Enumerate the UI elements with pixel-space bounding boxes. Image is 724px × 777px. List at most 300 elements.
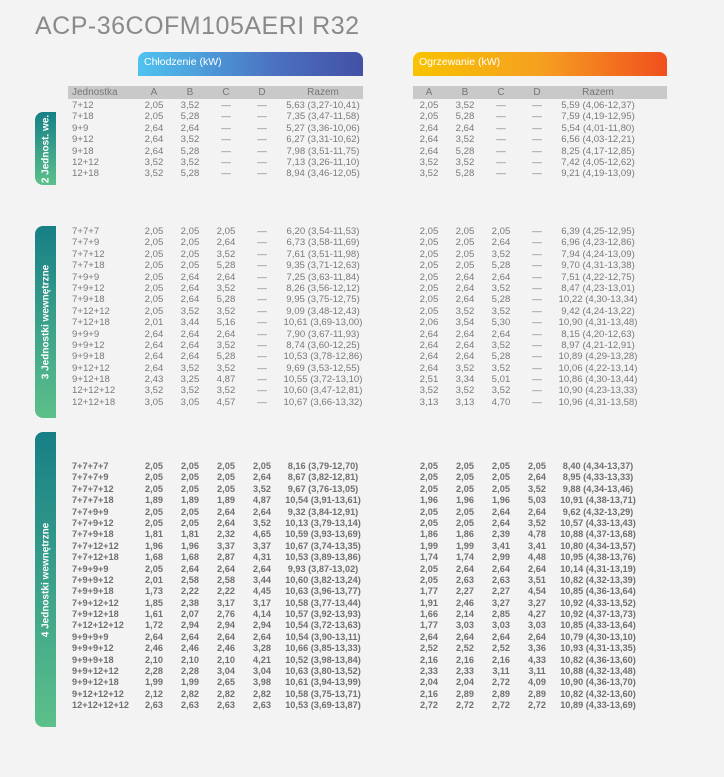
heating-column-header — [413, 86, 667, 99]
heating-c: 3,41 — [492, 540, 510, 551]
cooling-d: — — [257, 305, 267, 317]
heating-c: 2,89 — [492, 688, 510, 699]
cooling-a: 2,01 — [144, 317, 164, 329]
cooling-b: 2,05 — [181, 461, 199, 471]
unit-combination: 7+9+9 — [72, 271, 100, 283]
heating-total: 10,92 (4,33-13,52) — [560, 597, 636, 608]
cooling-a: 2,05 — [144, 248, 164, 260]
cooling-b: 2,64 — [180, 351, 200, 363]
unit-combination: 7+9+9+12 — [72, 574, 114, 585]
table-row — [0, 643, 724, 654]
cooling-d: 4,87 — [253, 495, 271, 506]
heating-a: 3,13 — [419, 396, 439, 408]
heating-d: — — [532, 317, 542, 329]
col-a: A — [425, 87, 433, 98]
heating-c: 2,64 — [492, 517, 510, 528]
cooling-a: 2,05 — [145, 517, 163, 528]
table-row — [0, 575, 724, 586]
heating-c: — — [496, 134, 506, 146]
heating-b: 2,05 — [455, 248, 475, 260]
cooling-total: 10,67 (3,66-13,32) — [283, 396, 363, 408]
cooling-d: — — [257, 328, 267, 340]
heating-b: 2,64 — [455, 351, 475, 363]
cooling-b: 1,81 — [181, 529, 199, 540]
heating-b: 2,64 — [456, 563, 474, 574]
cooling-a: 2,05 — [144, 237, 164, 249]
cooling-a: 1,89 — [145, 495, 163, 506]
cooling-d: — — [257, 156, 267, 168]
col-d: D — [258, 87, 266, 98]
table-row — [0, 294, 724, 305]
heating-d: 2,05 — [528, 461, 546, 471]
heating-total: 10,22 (4,30-13,34) — [558, 294, 638, 306]
cooling-a: 2,64 — [144, 351, 164, 363]
heating-d: 4,48 — [528, 552, 546, 563]
heating-d: 4,33 — [528, 654, 546, 665]
cooling-c: — — [221, 122, 231, 134]
cooling-b: 5,28 — [180, 111, 200, 123]
col-total: Razem — [582, 87, 614, 98]
heating-d: 3,52 — [528, 483, 546, 494]
cooling-b: 2,94 — [181, 620, 199, 631]
heating-a: 1,66 — [420, 609, 438, 620]
cooling-c: 5,28 — [216, 294, 236, 306]
cooling-b: 3,52 — [180, 134, 200, 146]
unit-combination: 7+7+12+18 — [72, 552, 119, 563]
table-row — [0, 484, 724, 495]
heating-a: 2,05 — [420, 483, 438, 494]
table-row — [0, 111, 724, 122]
heating-d: — — [532, 226, 542, 237]
cooling-a: 3,52 — [144, 385, 164, 397]
table-row — [0, 689, 724, 700]
table-row — [0, 226, 724, 237]
heating-b: 5,28 — [455, 168, 475, 180]
cooling-c: — — [221, 168, 231, 180]
unit-combination: 7+7+7+12 — [72, 483, 114, 494]
heating-d: 5,03 — [528, 495, 546, 506]
cooling-b: 2,64 — [180, 294, 200, 306]
heating-c: 3,27 — [492, 597, 510, 608]
heating-header: Ogrzewanie (kW) — [413, 52, 667, 76]
heating-d: — — [532, 248, 542, 260]
cooling-total: 7,35 (3,47-11,58) — [286, 111, 360, 123]
unit-combination: 9+9+9+9 — [72, 631, 109, 642]
unit-combination: 12+12+12+12 — [72, 700, 129, 711]
heating-c: 2,05 — [492, 472, 510, 483]
cooling-c: 4,57 — [216, 396, 236, 408]
unit-combination: 7+7+9 — [72, 237, 100, 249]
cooling-c: 2,64 — [217, 506, 235, 517]
table-row — [0, 146, 724, 157]
cooling-d: 2,64 — [253, 631, 271, 642]
cooling-b: 2,63 — [181, 700, 199, 711]
heating-d: 4,09 — [528, 677, 546, 688]
heating-total: 10,90 (4,36-13,70) — [560, 677, 636, 688]
heating-total: 5,54 (4,01-11,80) — [561, 122, 635, 134]
cooling-c: 2,64 — [217, 563, 235, 574]
heating-b: 2,63 — [456, 574, 474, 585]
heating-total: 8,25 (4,17-12,85) — [561, 145, 635, 157]
cooling-total: 9,95 (3,75-12,75) — [286, 294, 360, 306]
cooling-b: 3,52 — [180, 385, 200, 397]
cooling-a: 1,81 — [145, 529, 163, 540]
unit-combination: 9+9+9+18 — [72, 654, 114, 665]
cooling-c: 2,58 — [217, 574, 235, 585]
col-b: B — [186, 87, 194, 98]
heating-c: 2,72 — [492, 700, 510, 711]
cooling-c: 5,28 — [216, 260, 236, 272]
cooling-b: 2,22 — [181, 586, 199, 597]
heating-total: 8,95 (4,33-13,33) — [562, 472, 634, 483]
cooling-b: 2,64 — [181, 563, 199, 574]
cooling-c: 2,10 — [217, 654, 235, 665]
cooling-total: 10,53 (3,69-13,87) — [285, 700, 361, 711]
cooling-d: — — [257, 226, 267, 237]
heating-d: — — [532, 145, 542, 157]
heating-b: 2,64 — [456, 631, 474, 642]
heating-c: 2,99 — [492, 552, 510, 563]
cooling-column-header — [68, 86, 363, 99]
col-b: B — [461, 87, 469, 98]
cooling-total: 10,60 (3,47-12,81) — [283, 385, 363, 397]
heating-c: 3,52 — [491, 339, 511, 351]
unit-combination: 9+12+12 — [72, 362, 110, 374]
cooling-d: — — [257, 339, 267, 351]
cooling-d: — — [257, 145, 267, 157]
page-title: ACP-36COFM105AERI R32 — [35, 12, 360, 40]
cooling-d: 4,14 — [253, 609, 271, 620]
table-row — [0, 385, 724, 396]
heating-d: 2,64 — [528, 563, 546, 574]
cooling-c: 3,52 — [216, 362, 236, 374]
cooling-b: 5,28 — [180, 168, 200, 180]
cooling-b: 2,64 — [180, 339, 200, 351]
cooling-c: 3,52 — [216, 339, 236, 351]
cooling-c: 3,17 — [217, 597, 235, 608]
cooling-b: 2,58 — [181, 574, 199, 585]
table-row — [0, 329, 724, 340]
heating-b: 3,52 — [455, 305, 475, 317]
heating-d: — — [532, 271, 542, 283]
cooling-a: 2,05 — [144, 271, 164, 283]
heating-d: 2,72 — [528, 700, 546, 711]
heating-total: 9,21 (4,19-13,09) — [561, 168, 635, 180]
cooling-c: 2,05 — [216, 226, 236, 237]
cooling-total: 10,55 (3,72-13,10) — [283, 374, 363, 386]
cooling-total: 8,67 (3,82-12,81) — [287, 472, 359, 483]
unit-combination: 7+12 — [72, 100, 94, 111]
cooling-b: 2,05 — [180, 237, 200, 249]
cooling-a: 2,05 — [144, 226, 164, 237]
unit-combination: 7+9+9+18 — [72, 586, 114, 597]
heating-c: 3,52 — [491, 305, 511, 317]
heating-c: 3,52 — [491, 248, 511, 260]
unit-combination: 7+7+9+18 — [72, 529, 114, 540]
cooling-b: 2,07 — [181, 609, 199, 620]
table-row — [0, 586, 724, 597]
heating-a: 1,77 — [420, 586, 438, 597]
cooling-a: 1,73 — [145, 586, 163, 597]
heating-a: 2,05 — [419, 237, 439, 249]
heating-b: 2,64 — [455, 122, 475, 134]
heating-c: 5,01 — [491, 374, 511, 386]
heating-a: 2,05 — [419, 305, 439, 317]
cooling-b: 2,05 — [181, 483, 199, 494]
cooling-d: 2,63 — [253, 700, 271, 711]
cooling-a: 2,05 — [144, 305, 164, 317]
heating-c: — — [496, 100, 506, 111]
cooling-b: 3,52 — [180, 156, 200, 168]
cooling-total: 7,61 (3,51-11,98) — [286, 248, 360, 260]
cooling-c: 2,63 — [217, 700, 235, 711]
table-row — [0, 157, 724, 168]
heating-a: 3,52 — [419, 168, 439, 180]
heating-d: — — [532, 282, 542, 294]
section-3-units — [0, 226, 724, 408]
heating-d: 4,78 — [528, 529, 546, 540]
heating-c: 2,05 — [492, 461, 510, 471]
table-row — [0, 472, 724, 483]
heating-total: 7,59 (4,19-12,95) — [561, 111, 635, 123]
unit-combination: 9+9+12 — [72, 339, 105, 351]
cooling-b: 2,05 — [181, 472, 199, 483]
heating-b: 2,16 — [456, 654, 474, 665]
heating-d: 2,89 — [528, 688, 546, 699]
unit-combination: 7+9+18 — [72, 294, 105, 306]
cooling-d: — — [257, 282, 267, 294]
heating-b: 3,52 — [455, 156, 475, 168]
table-row — [0, 564, 724, 575]
cooling-b: 2,46 — [181, 643, 199, 654]
cooling-total: 9,35 (3,71-12,63) — [286, 260, 360, 272]
cooling-d: — — [257, 385, 267, 397]
heating-c: 2,63 — [492, 574, 510, 585]
cooling-b: 2,38 — [181, 597, 199, 608]
heating-total: 6,56 (4,03-12,21) — [561, 134, 635, 146]
cooling-c: 2,94 — [217, 620, 235, 631]
heating-total: 10,82 (4,32-13,60) — [560, 688, 636, 699]
unit-combination: 7+7+12 — [72, 248, 105, 260]
heating-a: 2,05 — [419, 226, 439, 237]
cooling-c: 3,37 — [217, 540, 235, 551]
heating-c: 3,52 — [491, 282, 511, 294]
cooling-a: 2,64 — [144, 134, 164, 146]
cooling-b: 3,44 — [180, 317, 200, 329]
cooling-a: 2,01 — [145, 574, 163, 585]
heating-a: 2,04 — [420, 677, 438, 688]
heating-c: — — [496, 122, 506, 134]
cooling-c: 3,52 — [216, 282, 236, 294]
heating-c: 2,72 — [492, 677, 510, 688]
heating-d: 2,64 — [528, 472, 546, 483]
unit-combination: 7+12+18 — [72, 317, 110, 329]
unit-combination: 7+7+7 — [72, 226, 100, 237]
cooling-a: 3,52 — [144, 168, 164, 180]
heating-c: 2,05 — [491, 226, 511, 237]
heating-a: 2,72 — [420, 700, 438, 711]
section-2-units — [0, 100, 724, 183]
table-row — [0, 340, 724, 351]
cooling-b: 1,89 — [181, 495, 199, 506]
cooling-d: 4,31 — [253, 552, 271, 563]
cooling-total: 9,69 (3,53-12,55) — [286, 362, 360, 374]
table-row — [0, 541, 724, 552]
cooling-header: Chłodzenie (kW) — [138, 52, 363, 76]
heating-d: — — [532, 111, 542, 123]
cooling-total: 10,61 (3,69-13,00) — [283, 317, 363, 329]
heating-total: 10,80 (4,34-13,57) — [560, 540, 636, 551]
cooling-total: 10,57 (3,92-13,93) — [285, 609, 361, 620]
cooling-c: — — [221, 156, 231, 168]
heating-a: 1,77 — [420, 620, 438, 631]
heating-a: 2,51 — [419, 374, 439, 386]
heating-d: — — [532, 168, 542, 180]
heating-b: 1,99 — [456, 540, 474, 551]
cooling-d: — — [257, 100, 267, 111]
heating-d: 4,54 — [528, 586, 546, 597]
heating-d: — — [532, 134, 542, 146]
cooling-d: — — [257, 271, 267, 283]
heating-a: 2,64 — [419, 328, 439, 340]
cooling-c: 2,64 — [216, 237, 236, 249]
heating-c: — — [496, 156, 506, 168]
unit-combination: 7+7+7+7 — [72, 461, 109, 471]
heating-b: 2,05 — [456, 483, 474, 494]
table-row — [0, 397, 724, 408]
cooling-total: 7,90 (3,67-11,93) — [286, 328, 360, 340]
cooling-a: 1,72 — [145, 620, 163, 631]
cooling-b: 2,64 — [180, 282, 200, 294]
unit-combination: 7+7+9+9 — [72, 506, 109, 517]
unit-combination: 9+12+18 — [72, 374, 110, 386]
cooling-d: — — [257, 111, 267, 123]
table-row — [0, 249, 724, 260]
heating-c: 2,85 — [492, 609, 510, 620]
cooling-d: 2,64 — [253, 563, 271, 574]
cooling-c: 2,32 — [217, 529, 235, 540]
cooling-d: 3,52 — [253, 483, 271, 494]
heating-a: 2,05 — [419, 248, 439, 260]
heating-b: 2,27 — [456, 586, 474, 597]
cooling-total: 10,52 (3,98-13,84) — [285, 654, 361, 665]
heating-b: 3,52 — [455, 385, 475, 397]
heating-total: 10,90 (4,23-13,33) — [558, 385, 638, 397]
heating-total: 10,82 (4,32-13,39) — [560, 574, 636, 585]
unit-combination: 9+9+9+12 — [72, 643, 114, 654]
cooling-total: 8,26 (3,56-12,12) — [286, 282, 360, 294]
cooling-c: — — [221, 111, 231, 123]
heating-d: — — [532, 328, 542, 340]
cooling-a: 2,64 — [144, 339, 164, 351]
heating-b: 3,52 — [455, 362, 475, 374]
unit-combination: 7+7+9+12 — [72, 517, 114, 528]
heating-total: 10,91 (4,38-13,71) — [560, 495, 636, 506]
heating-total: 10,95 (4,38-13,76) — [560, 552, 636, 563]
cooling-total: 8,16 (3,79-12,70) — [287, 461, 359, 471]
unit-combination: 9+9 — [72, 122, 89, 134]
cooling-a: 1,68 — [145, 552, 163, 563]
heating-b: 2,05 — [456, 506, 474, 517]
cooling-c: 2,65 — [217, 677, 235, 688]
table-row — [0, 134, 724, 145]
cooling-total: 10,54 (3,90-13,11) — [285, 631, 361, 642]
table-row — [0, 620, 724, 631]
heating-d: — — [532, 362, 542, 374]
unit-combination: 7+12+12 — [72, 305, 110, 317]
heating-total: 8,40 (4,34-13,37) — [562, 461, 634, 471]
cooling-total: 10,54 (3,91-13,61) — [285, 495, 361, 506]
col-total: Razem — [307, 87, 339, 98]
unit-combination: 9+9+12+12 — [72, 666, 119, 677]
cooling-a: 2,64 — [144, 328, 164, 340]
heating-d: — — [532, 260, 542, 272]
col-c: C — [222, 87, 230, 98]
cooling-c: 2,64 — [216, 328, 236, 340]
heating-a: 2,16 — [420, 688, 438, 699]
unit-combination: 7+7+7+9 — [72, 472, 109, 483]
cooling-d: 3,98 — [253, 677, 271, 688]
unit-combination: 9+12 — [72, 134, 94, 146]
section-label-text: 3 Jednostki wewnętrzne — [40, 264, 51, 380]
col-c: C — [497, 87, 505, 98]
cooling-total: 7,98 (3,51-11,75) — [286, 145, 360, 157]
heating-total: 8,15 (4,20-12,63) — [561, 328, 635, 340]
cooling-a: 2,05 — [145, 461, 163, 471]
heating-a: 2,05 — [420, 506, 438, 517]
heating-b: 2,64 — [455, 282, 475, 294]
cooling-c: 2,05 — [217, 483, 235, 494]
cooling-c: 5,28 — [216, 351, 236, 363]
cooling-total: 10,66 (3,85-13,33) — [285, 643, 361, 654]
cooling-d: — — [257, 294, 267, 306]
cooling-total: 7,13 (3,26-11,10) — [286, 156, 360, 168]
table-row — [0, 461, 724, 472]
heating-d: 3,03 — [528, 620, 546, 631]
heating-b: 2,64 — [455, 339, 475, 351]
cooling-a: 1,85 — [145, 597, 163, 608]
heating-d: — — [532, 351, 542, 363]
cooling-d: 4,65 — [253, 529, 271, 540]
cooling-d: — — [257, 237, 267, 249]
heating-c: 3,52 — [491, 362, 511, 374]
cooling-a: 2,12 — [145, 688, 163, 699]
heating-a: 3,52 — [419, 385, 439, 397]
cooling-a: 2,05 — [144, 294, 164, 306]
heating-b: 5,28 — [455, 111, 475, 123]
heating-d: — — [532, 396, 542, 408]
cooling-a: 2,64 — [144, 122, 164, 134]
heating-total: 7,51 (4,22-12,75) — [561, 271, 635, 283]
heating-a: 2,05 — [420, 517, 438, 528]
heating-c: 5,28 — [491, 260, 511, 272]
cooling-total: 6,20 (3,54-11,53) — [286, 226, 360, 237]
heating-total: 10,93 (4,31-13,35) — [560, 643, 636, 654]
heating-a: 2,64 — [419, 339, 439, 351]
cooling-a: 1,96 — [145, 540, 163, 551]
cooling-a: 2,05 — [145, 483, 163, 494]
cooling-total: 10,54 (3,72-13,63) — [285, 620, 361, 631]
heating-a: 2,05 — [419, 282, 439, 294]
unit-combination: 7+9+12 — [72, 282, 105, 294]
cooling-d: 3,28 — [253, 643, 271, 654]
cooling-d: 3,37 — [253, 540, 271, 551]
heating-b: 2,64 — [455, 294, 475, 306]
cooling-d: — — [257, 317, 267, 329]
cooling-b: 2,05 — [181, 506, 199, 517]
cooling-a: 3,05 — [144, 396, 164, 408]
cooling-b: 2,64 — [180, 271, 200, 283]
